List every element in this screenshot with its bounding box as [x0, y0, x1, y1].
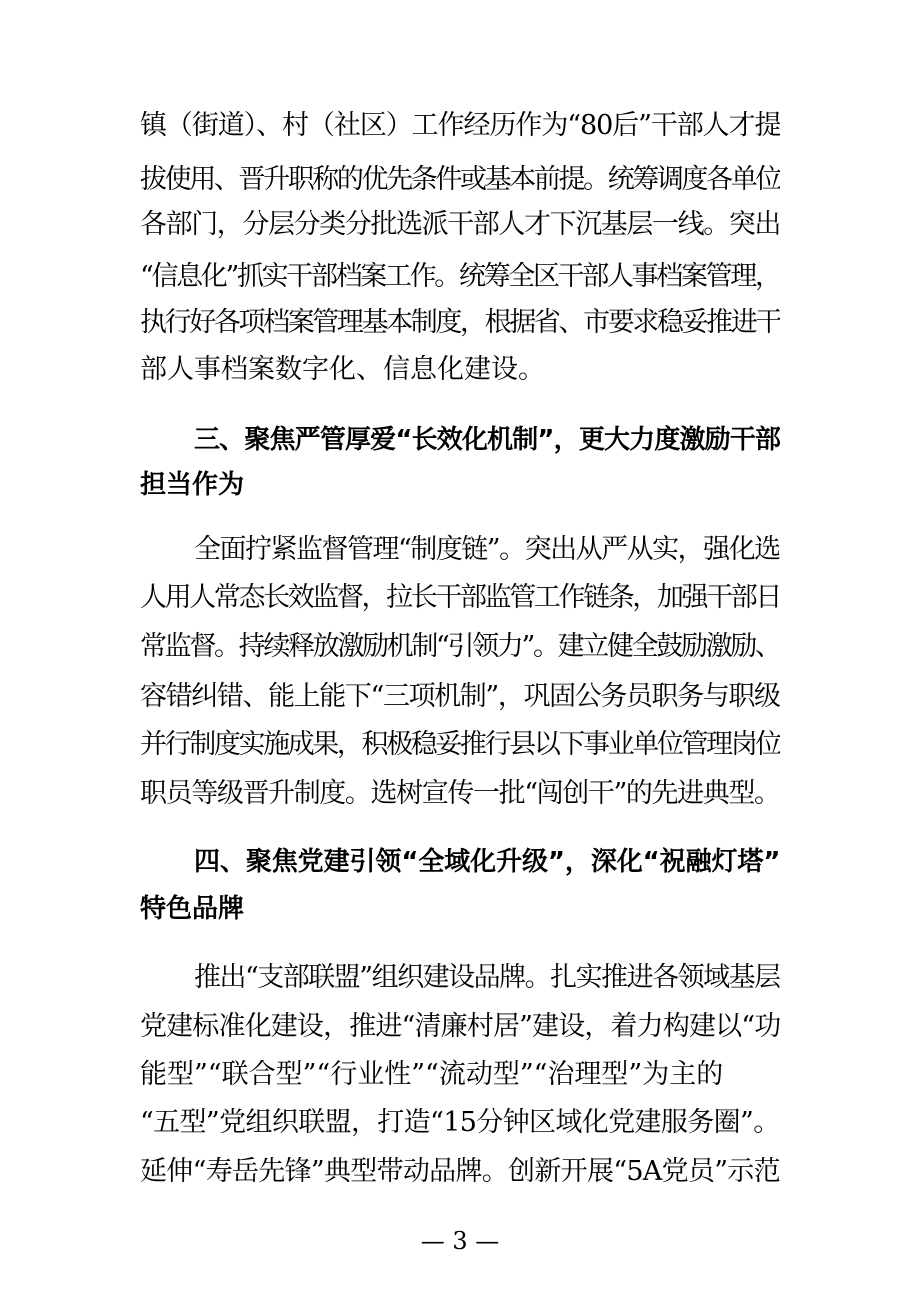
section-4-heading: 四、聚焦党建引领“全域化升级”，深化“祝融灯塔” [194, 847, 780, 877]
paragraph-line: 党建标准化建设，推进“清廉村居”建设，着力构建以“功 [140, 1011, 780, 1042]
paragraph-line: 全面拧紧监督管理“制度链”。突出从严从实，强化选 [194, 534, 780, 565]
paragraph-line: 职员等级晋升制度。选树宣传一批“闯创干”的先进典型。 [140, 778, 780, 809]
paragraph-line: 并行制度实施成果，积极稳妥推行县以下事业单位管理岗位 [140, 729, 780, 760]
paragraph-line: 人用人常态长效监督，拉长干部监管工作链条，加强干部日 [140, 582, 780, 613]
paragraph-line: 镇（街道）、村（社区）工作经历作为“80后”干部人才提 [140, 110, 780, 141]
paragraph-line: 各部门，分层分类分批选派干部人才下沉基层一线。突出 [140, 209, 780, 240]
paragraph-line: 延伸“寿岳先锋”典型带动品牌。创新开展“5A党员”示范 [140, 1156, 780, 1187]
paragraph-line: “五型”党组织联盟，打造“15分钟区域化党建服务圈”。 [140, 1107, 780, 1138]
paragraph-line: 部人事档案数字化、信息化建设。 [140, 354, 545, 385]
page-number: — 3 — [420, 1227, 500, 1255]
section-3-heading-continued: 担当作为 [140, 470, 245, 500]
paragraph-line: 推出“支部联盟”组织建设品牌。扎实推进各领域基层 [194, 962, 780, 993]
paragraph-line: “信息化”抓实干部档案工作。统筹全区干部人事档案管理， [140, 261, 780, 292]
paragraph-line: 拔使用、晋升职称的优先条件或基本前提。统筹调度各单位 [140, 164, 780, 195]
paragraph-line: 常监督。持续释放激励机制“引领力”。建立健全鼓励激励、 [140, 631, 780, 662]
section-4-heading-continued: 特色品牌 [140, 894, 245, 924]
section-3-heading: 三、聚焦严管厚爱“长效化机制”，更大力度激励干部 [194, 425, 780, 455]
paragraph-line: 容错纠错、能上能下“三项机制”，巩固公务员职务与职级 [140, 681, 780, 712]
paragraph-line: 执行好各项档案管理基本制度，根据省、市要求稳妥推进干 [140, 307, 780, 338]
paragraph-line: 能型”“联合型”“行业性”“流动型”“治理型”为主的 [140, 1059, 724, 1090]
